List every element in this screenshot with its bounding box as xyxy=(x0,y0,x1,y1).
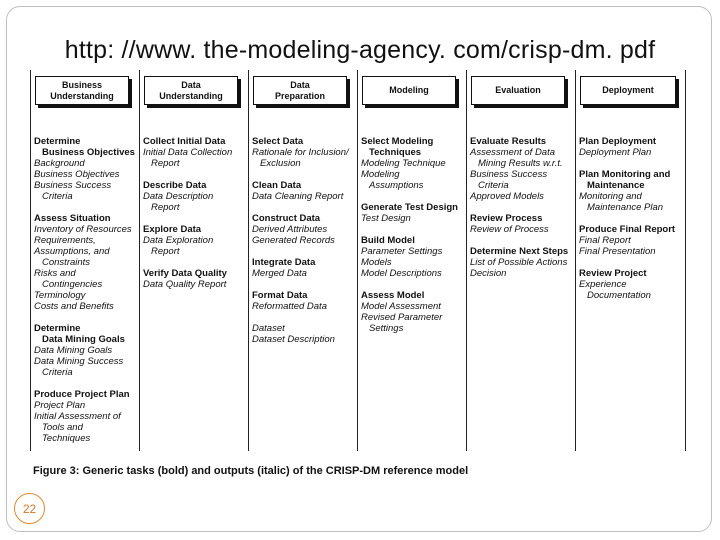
task-block xyxy=(579,169,684,213)
task-output: Data Mining Success xyxy=(34,356,124,367)
task-output: Mining Results w.r.t. xyxy=(478,158,563,169)
task-block xyxy=(143,224,246,257)
phase-header-label xyxy=(389,85,429,96)
task-output: Constraints xyxy=(42,257,91,268)
task-output: Generated Records xyxy=(252,235,335,246)
task-block xyxy=(252,180,355,202)
column-divider xyxy=(248,70,249,451)
task-output: Modeling Technique xyxy=(361,158,446,169)
task-output: Background xyxy=(34,158,85,169)
phase-header xyxy=(144,76,238,105)
task-output: Test Design xyxy=(361,213,411,224)
task-output: Parameter Settings xyxy=(361,246,443,257)
crisp-dm-figure xyxy=(30,70,686,451)
generic-task-name: Determine xyxy=(34,323,81,334)
phase-header-label xyxy=(275,80,325,102)
column-divider xyxy=(466,70,467,451)
generic-task-name: Select Modeling xyxy=(361,136,434,147)
generic-task-name: Format Data xyxy=(252,290,308,301)
task-output: Report xyxy=(151,246,180,257)
phase-header-label xyxy=(159,80,223,102)
phase-header-line: Deployment xyxy=(602,85,654,95)
task-block xyxy=(470,213,573,235)
task-output: Review of Process xyxy=(470,224,549,235)
phase-column-data-understanding xyxy=(139,70,248,451)
phase-header xyxy=(580,76,676,105)
generic-task-name: Select Data xyxy=(252,136,304,147)
task-output: Project Plan xyxy=(34,400,86,411)
generic-task-name: Review Process xyxy=(470,213,543,224)
task-output: Criteria xyxy=(42,367,73,378)
generic-task-name: Generate Test Design xyxy=(361,202,458,213)
figure-caption: Figure 3: Generic tasks (bold) and outputs (italic) of the CRISP-DM reference model xyxy=(33,465,469,477)
generic-task-name: Produce Project Plan xyxy=(34,389,130,400)
task-output: Maintenance Plan xyxy=(587,202,664,213)
generic-task-name: Integrate Data xyxy=(252,257,316,268)
task-list xyxy=(34,136,137,455)
phase-column-deployment xyxy=(575,70,686,451)
task-block xyxy=(470,136,573,202)
task-block xyxy=(252,323,355,345)
task-block xyxy=(143,180,246,213)
task-output: Rationale for Inclusion/ xyxy=(252,147,349,158)
phase-header xyxy=(253,76,347,105)
task-block xyxy=(143,136,246,169)
task-output: Data Exploration xyxy=(143,235,214,246)
task-output: Merged Data xyxy=(252,268,307,279)
task-block xyxy=(579,268,684,301)
task-output: Monitoring and xyxy=(579,191,642,202)
task-block xyxy=(252,136,355,169)
task-output: Final Report xyxy=(579,235,631,246)
task-output: Model Assessment xyxy=(361,301,441,312)
generic-task-name: Assess Model xyxy=(361,290,425,301)
source-url-title: http: //www. the-modeling-agency. com/crisp-dm. pdf xyxy=(64,36,656,64)
generic-task-name: Determine xyxy=(34,136,81,147)
phase-header-label xyxy=(495,85,541,96)
task-output: Dataset xyxy=(252,323,285,334)
task-output: Report xyxy=(151,202,180,213)
phase-header xyxy=(35,76,129,105)
task-output: Assumptions, and xyxy=(34,246,110,257)
generic-task-name: Business Objectives xyxy=(42,147,135,158)
generic-task-name: Build Model xyxy=(361,235,415,246)
task-output: Approved Models xyxy=(470,191,544,202)
task-block xyxy=(579,224,684,257)
task-output: Terminology xyxy=(34,290,86,301)
task-output: Assumptions xyxy=(369,180,424,191)
task-output: Business Success xyxy=(34,180,112,191)
task-output: Risks and xyxy=(34,268,76,279)
phase-column-modeling xyxy=(357,70,466,451)
task-output: Report xyxy=(151,158,180,169)
task-list xyxy=(143,136,246,301)
phase-column-business-understanding xyxy=(30,70,139,451)
page-number-badge: 22 xyxy=(14,493,45,524)
task-block xyxy=(34,323,137,378)
task-output: Assessment of Data xyxy=(470,147,556,158)
task-output: Deployment Plan xyxy=(579,147,652,158)
generic-task-name: Maintenance xyxy=(587,180,645,191)
column-divider-right xyxy=(685,70,686,451)
task-output: Models xyxy=(361,257,392,268)
task-block xyxy=(579,136,684,158)
generic-task-name: Assess Situation xyxy=(34,213,111,224)
column-divider xyxy=(139,70,140,451)
task-output: Revised Parameter xyxy=(361,312,443,323)
task-output: Costs and Benefits xyxy=(34,301,114,312)
task-output: Data Quality Report xyxy=(143,279,227,290)
generic-task-name: Data Mining Goals xyxy=(42,334,125,345)
phase-header xyxy=(471,76,565,105)
task-block xyxy=(34,136,137,202)
task-output: Reformatted Data xyxy=(252,301,327,312)
generic-task-name: Explore Data xyxy=(143,224,202,235)
phase-header-line: Data xyxy=(290,79,310,90)
task-list xyxy=(579,136,684,312)
task-output: Techniques xyxy=(42,433,91,444)
phase-column-data-preparation xyxy=(248,70,357,451)
column-divider xyxy=(575,70,576,451)
task-output: Exclusion xyxy=(260,158,301,169)
generic-task-name: Produce Final Report xyxy=(579,224,676,235)
generic-task-name: Techniques xyxy=(369,147,422,158)
phase-header-line: Evaluation xyxy=(495,85,541,95)
phase-header-line: Modeling xyxy=(389,85,429,95)
task-block xyxy=(252,213,355,246)
phase-header-label xyxy=(602,85,654,96)
generic-task-name: Describe Data xyxy=(143,180,207,191)
generic-task-name: Plan Deployment xyxy=(579,136,657,147)
task-output: Modeling xyxy=(361,169,400,180)
task-block xyxy=(34,213,137,312)
generic-task-name: Plan Monitoring and xyxy=(579,169,671,180)
task-output: Data Mining Goals xyxy=(34,345,113,356)
task-output: Settings xyxy=(369,323,404,334)
task-output: Contingencies xyxy=(42,279,103,290)
task-output: Business Success xyxy=(470,169,548,180)
task-block xyxy=(34,389,137,444)
generic-task-name: Review Project xyxy=(579,268,647,279)
task-output: Initial Data Collection xyxy=(143,147,233,158)
generic-task-name: Clean Data xyxy=(252,180,302,191)
task-output: Model Descriptions xyxy=(361,268,442,279)
column-divider xyxy=(357,70,358,451)
task-output: Requirements, xyxy=(34,235,96,246)
task-block xyxy=(252,257,355,279)
phase-header-line: Understanding xyxy=(50,90,114,101)
generic-task-name: Collect Initial Data xyxy=(143,136,226,147)
task-block xyxy=(361,290,464,334)
task-output: Tools and xyxy=(42,422,83,433)
phase-column-evaluation xyxy=(466,70,575,451)
task-output: Criteria xyxy=(42,191,73,202)
generic-task-name: Evaluate Results xyxy=(470,136,547,147)
task-output: List of Possible Actions xyxy=(470,257,568,268)
task-output: Derived Attributes xyxy=(252,224,328,235)
phase-header-line: Understanding xyxy=(159,90,223,101)
task-list xyxy=(470,136,573,290)
task-block xyxy=(470,246,573,279)
task-block xyxy=(361,202,464,224)
phase-header-line: Preparation xyxy=(274,90,325,101)
phase-header-label xyxy=(50,80,114,102)
task-list xyxy=(361,136,464,345)
phase-header xyxy=(362,76,456,105)
task-output: Inventory of Resources xyxy=(34,224,132,235)
task-block xyxy=(143,268,246,290)
task-output: Initial Assessment of xyxy=(34,411,121,422)
task-block xyxy=(252,290,355,312)
column-divider xyxy=(30,70,31,451)
task-output: Final Presentation xyxy=(579,246,656,257)
task-list xyxy=(252,136,355,356)
task-output: Documentation xyxy=(587,290,651,301)
task-output: Experience xyxy=(579,279,627,290)
generic-task-name: Construct Data xyxy=(252,213,321,224)
task-output: Data Description xyxy=(143,191,214,202)
phase-header-line: Data xyxy=(181,79,201,90)
task-block xyxy=(361,136,464,191)
task-output: Data Cleaning Report xyxy=(252,191,344,202)
task-block xyxy=(361,235,464,279)
generic-task-name: Verify Data Quality xyxy=(143,268,227,279)
phase-header-line: Business xyxy=(61,79,102,90)
task-output: Dataset Description xyxy=(252,334,335,345)
task-output: Business Objectives xyxy=(34,169,120,180)
task-output: Criteria xyxy=(478,180,509,191)
generic-task-name: Determine Next Steps xyxy=(470,246,569,257)
task-output: Decision xyxy=(470,268,507,279)
